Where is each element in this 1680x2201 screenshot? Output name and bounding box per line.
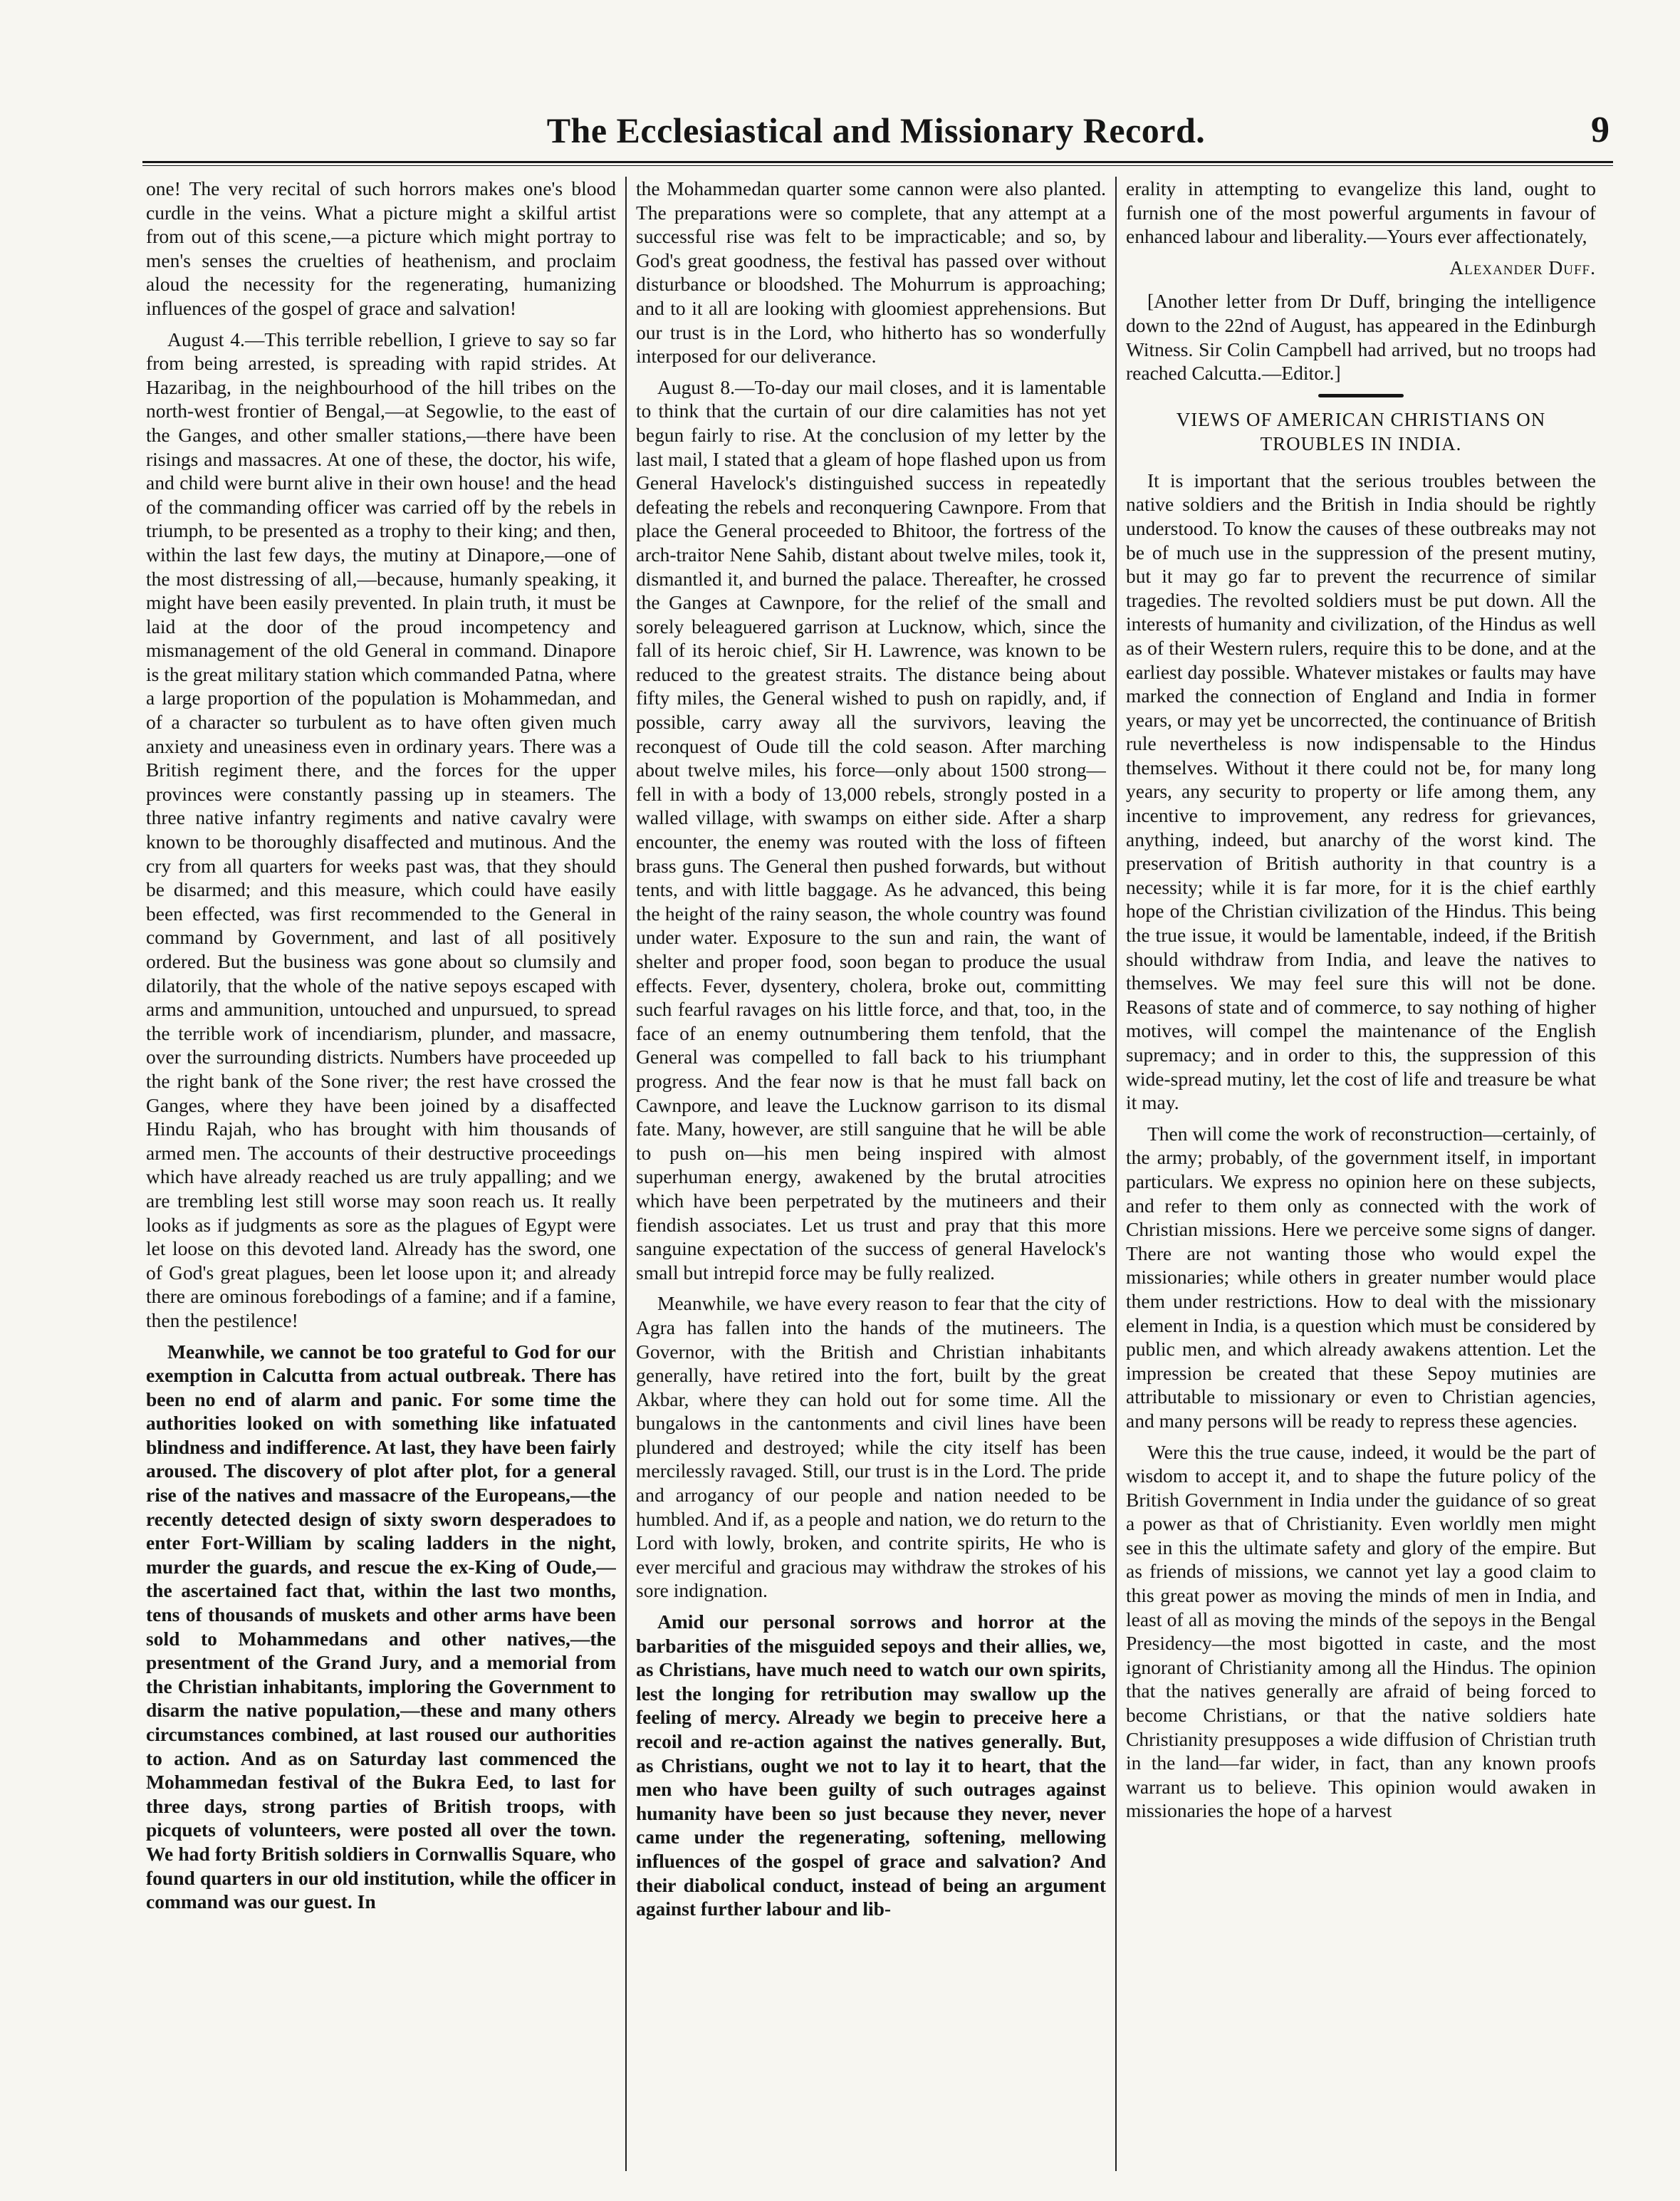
section-divider (1318, 394, 1404, 397)
paragraph: Meanwhile, we have every reason to fear that the city of Agra has fallen into the hands of the mutineers. The Governor, with the British and Christian inhabitants generally, have retired into the fort, built by the great Akbar, where they can hold out for some time. All the bungalows in the cantonments and civil lines have been plundered and destroyed; while the city itself has been mercilessly ravaged. Still, our trust is in the Lord. The pride and arrogancy of our people and nation needed to be humbled. And if, as a people and nation, we do return to the Lord with lowly, broken, and contrite spirits, He who is ever merciful and gracious may withdraw the strokes of his sore indignation. (636, 1292, 1106, 1602)
text-column-3 (1126, 177, 1596, 2171)
page-number: 9 (1591, 110, 1609, 150)
paragraph: August 8.—To-day our mail closes, and it is lamentable to think that the curtain of our dire calamities has not yet begun fairly to rise. At the conclusion of my letter by the last mail, I stated that a gleam of hope flashed upon us from General Havelock's distinguished success in repeatedly defeating the rebels and reconquering Cawnpore. From that place the General proceeded to Bhitoor, the fortress of the arch-traitor Nene Sahib, distant about twelve miles, took it, dismantled it, and burned the palace. Thereafter, he crossed the Ganges at Cawnpore, for the relief of the small and sorely beleaguered garrison at Lucknow, which, since the fall of its heroic chief, Sir H. Lawrence, was known to be reduced to the greatest straits. The distance being about fifty miles, the General wished to push on rapidly, and, if possible, carry away all the survivors, leaving the reconquest of Oude till the cold season. After marching about twelve miles, his force—only about 1500 strong—fell in with a body of 13,000 rebels, strongly posted in a walled village, with swamps on either side. After a sharp encounter, the enemy was routed with the loss of fifteen brass guns. The General then pushed forwards, but without tents, and with little baggage. As he advanced, this being the height of the rainy season, the whole country was found under water. Exposure to the sun and rain, the want of shelter and proper food, soon began to produce the usual effects. Fever, dysentery, cholera, broke out, committing such fearful ravages on his little force, and that, too, in the face of an enemy outnumbering them tenfold, that the General was compelled to fall back to his triumphant progress. And the fear now is that he must fall back on Cawnpore, and leave the Lucknow garrison to its dismal fate. Many, however, are still sanguine that he will be able to push on—his men being inspired with almost superhuman energy, awakened by the brutal atrocities which have been perpetrated by the mutineers and their fiendish associates. Let us trust and pray that this more sanguine expectation of the success of general Havelock's small but intrepid force may be fully realized. (636, 375, 1106, 1284)
paragraph: one! The very recital of such horrors makes one's blood curdle in the veins. What a picture might a skilful artist from out of this scene,—a picture which might portray to men's senses the cruelties of heathenism, and proclaim aloud the necessity for the regenerating, humanizing influences of the gospel of grace and salvation! (146, 177, 616, 319)
column-divider (1115, 177, 1117, 2171)
paragraph: August 4.—This terrible rebellion, I grieve to say so far from being arrested, is spreading with rapid strides. At Hazaribag, in the neighbourhood of the hill tribes on the north-west frontier of Bengal,—at Segowlie, to the east of the Ganges, and other smaller stations,—there have been risings and massacres. At one of these, the doctor, his wife, and child were burnt alive in their own house! and the head of the commanding officer was carried off by the rebels in triumph, to be presented as a trophy to their king; and then, within the last few days, the mutiny at Dinapore,—one of the most distressing of all,—because, humanly speaking, it might have been easily prevented. In plain truth, it must be laid at the door of the proud incompetency and mismanagement of the old General in command. Dinapore is the great military station which commanded Patna, where a large proportion of the population is Mohammedan, and of a character so turbulent as to have often given much anxiety and uneasiness even in ordinary years. There was a British regiment there, and the forces for the upper provinces were constantly passing up in steamers. The three native infantry regiments and native cavalry were known to be thoroughly disaffected and mutinous. And the cry from all quarters for weeks past was, that they should be disarmed; and this measure, which could have easily been effected, was first recommended to the General in command by Government, and last of all positively ordered. But the business was gone about so clumsily and dilatorily, that the whole of the native sepoys escaped with arms and ammunition, untouched and unpursued, to spread the terrible work of incendiarism, plunder, and massacre, over the surrounding districts. Numbers have proceeded up the right bank of the Sone river; the rest have crossed the Ganges, where they have been joined by a disaffected Hindu Rajah, who has brought with him thousands of armed men. The accounts of their destructive proceedings which have already reached us are truly appalling; and we are trembling lest still worse may soon reach us. It really looks as if judgments as sore as the plagues of Egypt were let loose on this devoted land. Already has the sword, one of God's great plagues, been let loose upon it; and already there are ominous forebodings of a famine; and if a famine, then the pestilence! (146, 328, 616, 1331)
text-column-1 (146, 177, 616, 2171)
paragraph: erality in attempting to evangelize this land, ought to furnish one of the most powerful arguments in favour of enhanced labour and liberality.—Yours ever affectionately, (1126, 177, 1596, 248)
paragraph: the Mohammedan quarter some cannon were also planted. The preparations were so complete, that any attempt at a successful rise was felt to be impracticable; and so, by God's great goodness, the festival has passed over without disturbance or bloodshed. The Mohurrum is approaching; and to it all are looking with gloomiest apprehensions. But our trust is in the Lord, who hitherto has so wonderfully interposed for our deliverance. (636, 177, 1106, 368)
editor-note: [Another letter from Dr Duff, bringing the intelligence down to the 22nd of August, has appeared in the Edinburgh Witness. Sir Colin Campbell had arrived, but no troops had reached Calcutta.—Editor.] (1126, 290, 1596, 385)
letter-signature: Alexander Duff. (1449, 256, 1596, 279)
paragraph: Amid our personal sorrows and horror at the barbarities of the misguided sepoys and their allies, we, as Christians, have much need to watch our own spirits, lest the longing for retribution may swallow up the feeling of mercy. Already we begin to preceive here a recoil and re-action against the natives generally. But, as Christians, ought we not to lay it to heart, that the men who have been guilty of such outrages against humanity have been so just because they never, never came under the regenerating, softening, mellowing influences of the gospel of grace and salvation? And their diabolical conduct, instead of being an argument against further labour and lib- (636, 1611, 1106, 1920)
paragraph: Meanwhile, we cannot be too grateful to God for our exemption in Calcutta from actual outbreak. There has been no end of alarm and panic. For some time the authorities looked on with something like infatuated blindness and indifference. At last, they have been fairly aroused. The discovery of plot after plot, for a general rise of the natives and massacre of the Europeans,—the recently detected design of sixty sworn desperadoes to enter Fort-William by scaling ladders in the night, murder the guards, and rescue the ex-King of Oude,—the ascertained fact that, within the last two months, tens of thousands of muskets and other arms have been sold to Mohammedans and other natives,—the presentment of the Grand Jury, and a memorial from the Christian inhabitants, imploring the Government to disarm the native population,—these and many others circumstances combined, at last roused our authorities to action. And as on Saturday last commenced the Mohammedan festival of the Bukra Eed, to last for three days, strong parties of British troops, with picquets of volunteers, were posted all over the town. We had forty British soldiers in Cornwallis Square, who found quarters in our old institution, while the officer in command was our guest. In (146, 1340, 616, 1913)
header-rule (142, 161, 1613, 166)
journal-title: The Ecclesiastical and Missionary Record. (546, 110, 1206, 150)
paragraph: Then will come the work of reconstruction—certainly, of the army; probably, of the government itself, in important particulars. We express no opinion here on these subjects, and refer to them only as connected with the work of Christian missions. Here we perceive some signs of danger. There are not wanting those who would expel the missionaries; while others in greater number would place them under restrictions. How to deal with the missionary element in India, is a question which must be considered by public men, and which already awakens attention. Let the impression be created that these Sepoy mutinies are attributable to missionary or even to Christian agencies, and many persons will be ready to repress these agencies. (1126, 1122, 1596, 1432)
section-heading: VIEWS OF AMERICAN CHRISTIANS ON TROUBLES IN INDIA. (1176, 408, 1546, 454)
paragraph: It is important that the serious troubles between the native soldiers and the British in India should be rightly understood. To know the causes of these outbreaks may not be of much use in the suppression of the present mutiny, but it may go far to prevent the recurrence of similar tragedies. The revolted soldiers must be put down. All the interests of humanity and civilization, of the Hindus as well as of their Western rulers, require this to be done, and at the earliest day possible. Whatever mistakes or faults may have marked the connection of England and India in former years, or may yet be uncorrected, the continuance of British rule nevertheless is now indispensable to the Hindus themselves. Without it there could not be, for many long years, any security to property or life among them, any incentive to improvement, any redress for grievances, anything, indeed, but anarchy of the worst kind. The preservation of British authority in that country is a necessity; while it is far more, for it is the chief earthly hope of the Christian civilization of the Hindus. This being the true issue, it would be lamentable, indeed, if the British should withdraw from India, and leave the natives to themselves. We may feel sure this will not be done. Reasons of state and of commerce, to say nothing of higher motives, will compel the maintenance of the English supremacy; and in order to this, the suppression of this wide-spread mutiny, let the cost of life and treasure be what it may. (1126, 469, 1596, 1114)
paragraph: Were this the true cause, indeed, it would be the part of wisdom to accept it, and to shape the future policy of the British Government in India under the guidance of so great a power as that of Christianity. Even worldly men might see in this the ultimate safety and glory of the empire. But as friends of missions, we cannot yet lay a good claim to this great power as moving the minds of men in India, and least of all as moving the minds of the sepoys in the Bengal Presidency—the most bigotted in caste, and the most ignorant of Christianity among all the Hindus. The opinion that the natives generally are afraid of being forced to become Christians, or that the native soldiers hate Christianity presupposes a wide diffusion of Christian truth in the land—far wider, in fact, than any known proofs warrant us to believe. This opinion would awaken in missionaries the hope of a harvest (1126, 1440, 1596, 1822)
text-column-2 (636, 177, 1106, 2171)
running-head (142, 107, 1609, 154)
column-divider (625, 177, 627, 2171)
